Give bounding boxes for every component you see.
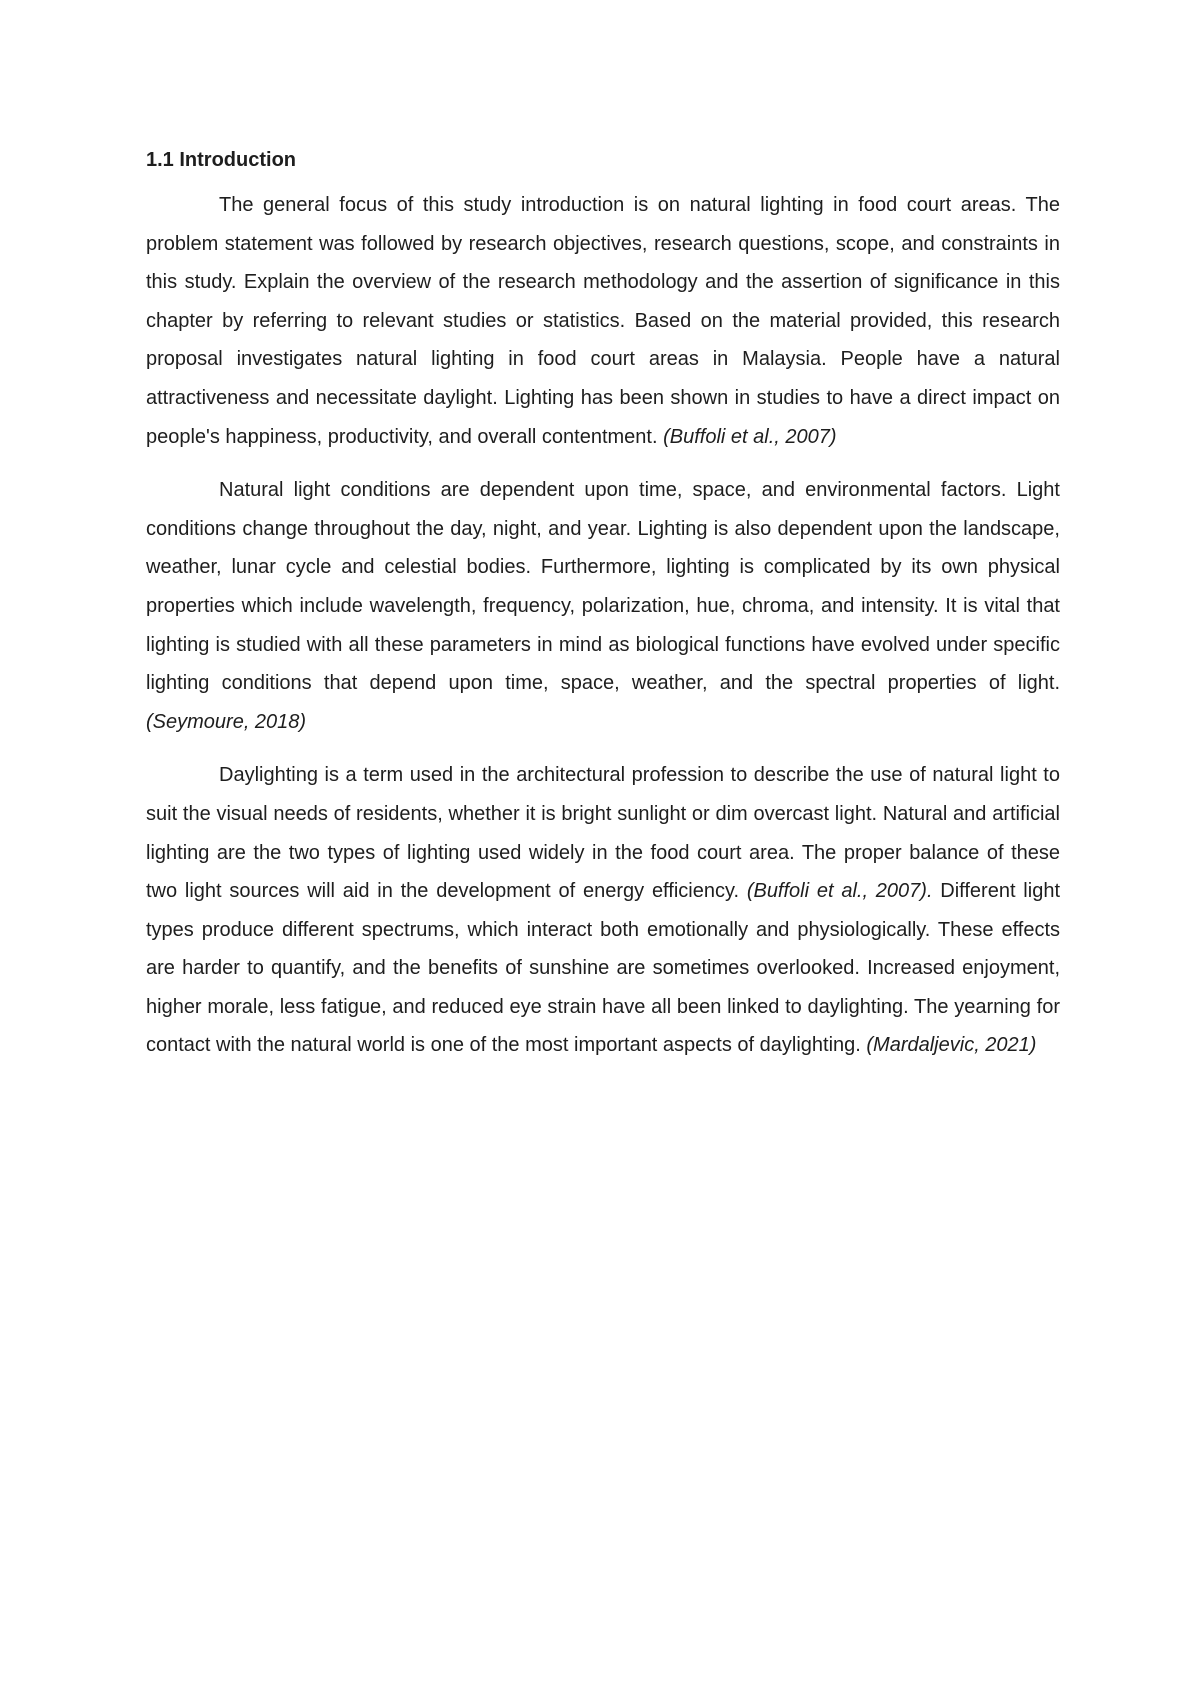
paragraph-3-citation-b: (Mardaljevic, 2021) — [866, 1034, 1037, 1057]
paragraph-3-citation-a: (Buffoli et al., 2007). — [746, 880, 933, 903]
paragraph-1-text: The general focus of this study introduction is on natural lighting in food court areas. The problem statement was followed by research objectives, research questions, scope, and constraints in this study. Explain the overview of the research methodology and the assertion of significance in this chapter by referring to relevant studies or statistics. Based on the material provided, this research proposal investigates natural lighting in food court areas in Malaysia. People have a natural attractiveness and necessitate daylight. Lighting has been shown in studies to have a direct impact on people's happiness, productivity, and overall contentment. — [146, 194, 1060, 448]
paragraph-3-text-b: Different light types produce different spectrums, which interact both emotionally and physiologically. These effects are harder to quantify, and the benefits of sunshine are sometimes overlooked. Increased enjoyment, higher morale, less fatigue, and reduced eye strain have all been linked to daylighting. The yearning for contact with the natural world is one of the most important aspects of daylighting. — [146, 880, 1060, 1057]
paragraph-2-citation: (Seymoure, 2018) — [146, 710, 307, 733]
paragraph-3-text-a: Daylighting is a term used in the architectural profession to describe the use of natural light to suit the visual needs of residents, whether it is bright sunlight or dim overcast light. Natural and artificial lighting are the two types of lighting used widely in the food court area. The proper balance of these two light sources will aid in the development of energy efficiency. — [146, 764, 1060, 903]
section-heading: 1.1 Introduction — [146, 149, 296, 171]
paragraph-2-text: Natural light conditions are dependent upon time, space, and environmental factors. Light conditions change throughout the day, night, and year. Lighting is also dependent upon the landscape, weather, lunar cycle and celestial bodies. Furthermore, lighting is complicated by its own physical properties which include wavelength, frequency, polarization, hue, chroma, and intensity. It is vital that lighting is studied with all these parameters in mind as biological functions have evolved under specific lighting conditions that depend upon time, space, weather, and the spectral properties of light. — [146, 479, 1060, 695]
paragraph-2 — [146, 471, 1060, 741]
paragraph-3 — [146, 756, 1060, 1065]
document-body — [146, 146, 1060, 1080]
paragraph-1 — [146, 186, 1060, 456]
paragraph-1-citation: (Buffoli et al., 2007) — [663, 425, 837, 448]
